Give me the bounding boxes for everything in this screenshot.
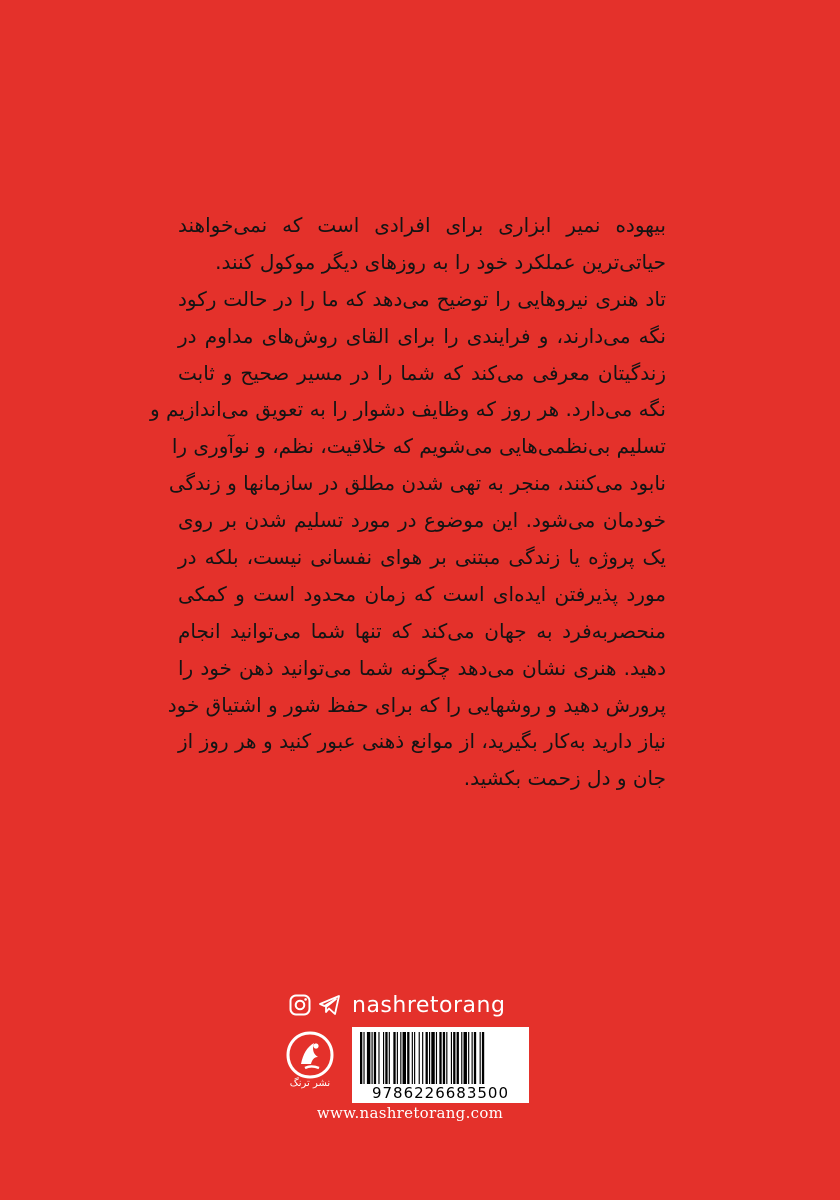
blurb-line: تاد هنری نیروهایی را توضیح می‌دهد که ما را در حالت رکود <box>178 286 666 311</box>
barcode-bar <box>461 1032 462 1084</box>
website-url[interactable]: www.nashretorang.com <box>316 1104 504 1122</box>
barcode-bar <box>482 1032 484 1084</box>
blurb-line: تسلیم بی‌نظمی‌هایی می‌شویم که خلاقیت، نظم، و نوآوری را <box>171 434 666 459</box>
blurb-line: جان و دل زحمت بکشید. <box>463 766 666 791</box>
barcode-bar <box>407 1032 409 1084</box>
blurb-line: یک پروژه یا زندگی مبتنی بر هوای نفسانی نیست، بلکه در <box>178 545 666 570</box>
barcode-bar <box>422 1032 423 1084</box>
barcode-bar <box>472 1032 473 1084</box>
barcode-bar <box>372 1032 373 1084</box>
telegram-icon[interactable] <box>318 993 342 1017</box>
social-handle-row <box>288 990 528 1020</box>
barcode-bar <box>480 1032 481 1084</box>
barcode-bars <box>360 1032 521 1084</box>
barcode-bar <box>389 1032 390 1084</box>
barcode-bar <box>403 1032 406 1084</box>
barcode-bar <box>431 1032 434 1084</box>
barcode-bar <box>383 1032 384 1084</box>
blurb-line: نگه می‌دارند، و فرایندی را برای القای روش‌های مداوم در <box>178 323 666 348</box>
barcode-bar <box>439 1032 441 1084</box>
blurb-line: نابود می‌کنند، منجر به تهی شدن مطلق در سازمانها و زندگی <box>168 471 666 496</box>
blurb-line: پرورش دهید و روشهایی را که برای حفظ شور و اشتیاق خود <box>167 692 666 717</box>
barcode-bar <box>464 1032 467 1084</box>
barcode-bar <box>436 1032 437 1084</box>
barcode-bar <box>446 1032 447 1084</box>
blurb-line: بیهوده نمیر ابزاری برای افرادی است که نمی‌خواهند <box>178 213 666 237</box>
blurb-text <box>149 207 666 797</box>
barcode-bar <box>474 1032 476 1084</box>
instagram-icon[interactable] <box>288 993 312 1017</box>
barcode-bar <box>397 1032 398 1084</box>
social-handle[interactable]: nashretorang <box>352 992 506 1018</box>
blurb-line: زندگیتان معرفی می‌کند که شما را در مسیر صحیح و ثابت <box>178 360 666 385</box>
barcode-bar <box>400 1032 401 1084</box>
barcode-bar <box>360 1032 362 1084</box>
barcode-bar <box>429 1032 430 1084</box>
barcode-bar <box>378 1032 379 1084</box>
barcode-bar <box>443 1032 445 1084</box>
barcode-bar <box>426 1032 428 1084</box>
blurb-line: مورد پذیرفتن ایده‌ای است که زمان محدود است و کمکی <box>178 581 666 606</box>
barcode-bar <box>374 1032 376 1084</box>
isbn-number: 9786226683500 <box>371 1084 510 1102</box>
barcode-bar <box>414 1032 415 1084</box>
barcode-bar <box>468 1032 469 1084</box>
blurb-line: حیاتی‌ترین عملکرد خود را به روزهای دیگر موکول کنند. <box>215 249 666 274</box>
publisher-logo-text: نشر ترنگ <box>289 1078 331 1089</box>
blurb-line: نگه می‌دارد. هر روز که وظایف دشوار را به تعویق می‌اندازیم و <box>149 397 666 422</box>
barcode-bar <box>451 1032 452 1084</box>
barcode-bar <box>457 1032 459 1084</box>
barcode-bar <box>367 1032 370 1084</box>
barcode-bar <box>363 1032 364 1084</box>
blurb-line: دهید. هنری نشان می‌دهد چگونه شما می‌توانید ذهن خود را <box>178 655 666 680</box>
barcode <box>352 1027 529 1103</box>
barcode-bar <box>393 1032 395 1084</box>
blurb-line: منحصربه‌فرد به جهان می‌کند که تنها شما می‌توانید انجام <box>178 618 666 643</box>
barcode-bar <box>385 1032 387 1084</box>
barcode-bar <box>412 1032 413 1084</box>
barcode-bar <box>453 1032 455 1084</box>
barcode-bar <box>419 1032 420 1084</box>
blurb-line: خودمان می‌شود. این موضوع در مورد تسلیم شدن بر روی <box>178 508 666 533</box>
blurb-line: نیاز دارید به‌کار بگیرید، از موانع ذهنی عبور کنید و هر روز از <box>178 729 666 754</box>
